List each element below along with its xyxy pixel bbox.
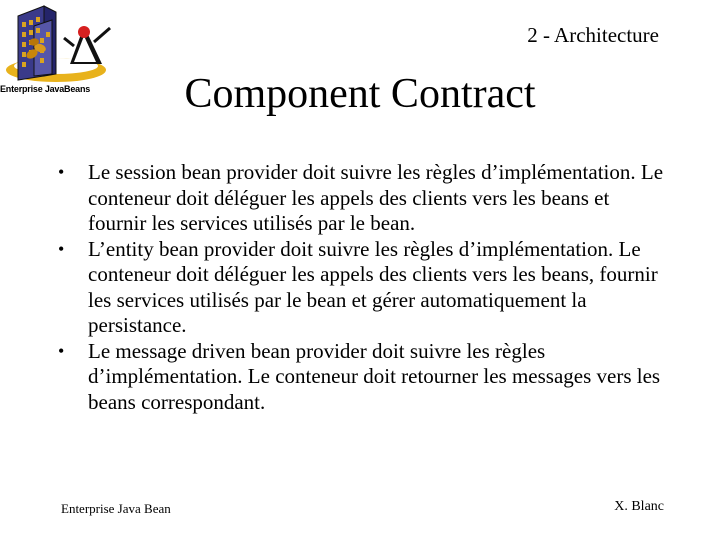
slide-title-text: Component Contract	[184, 71, 536, 117]
bullet-dot: •	[58, 162, 65, 182]
list-item	[58, 237, 668, 339]
bullet-text: Le session bean provider doit suivre les règles d’implémentation. Le conteneur doit déléguer les appels des clients vers les beans et fournir les services utilisés par le bean.	[88, 160, 664, 235]
footer-author: X. Blanc	[614, 499, 664, 514]
list-item	[58, 160, 668, 237]
footer-left: Enterprise Java Bean	[61, 501, 171, 516]
bullet-text: L’entity bean provider doit suivre les règles d’implémentation. Le conteneur doit déléguer les appels des clients vers les beans, fournir les services utilisés par le bean et gérer automatiquement la persistance.	[88, 236, 658, 337]
bullet-dot: •	[58, 340, 65, 361]
bullet-dot: •	[58, 238, 65, 259]
bullet-text: Le message driven bean provider doit suivre les règles d’implémentation. Le conteneur doit retourner les messages vers les beans correspondant.	[88, 338, 661, 414]
list-item	[58, 339, 668, 416]
section-label: 2 - Architecture	[527, 23, 659, 47]
slide-title	[0, 70, 720, 118]
logo-caption: Enterprise JavaBeans	[0, 84, 91, 94]
bullet-list	[58, 160, 668, 415]
